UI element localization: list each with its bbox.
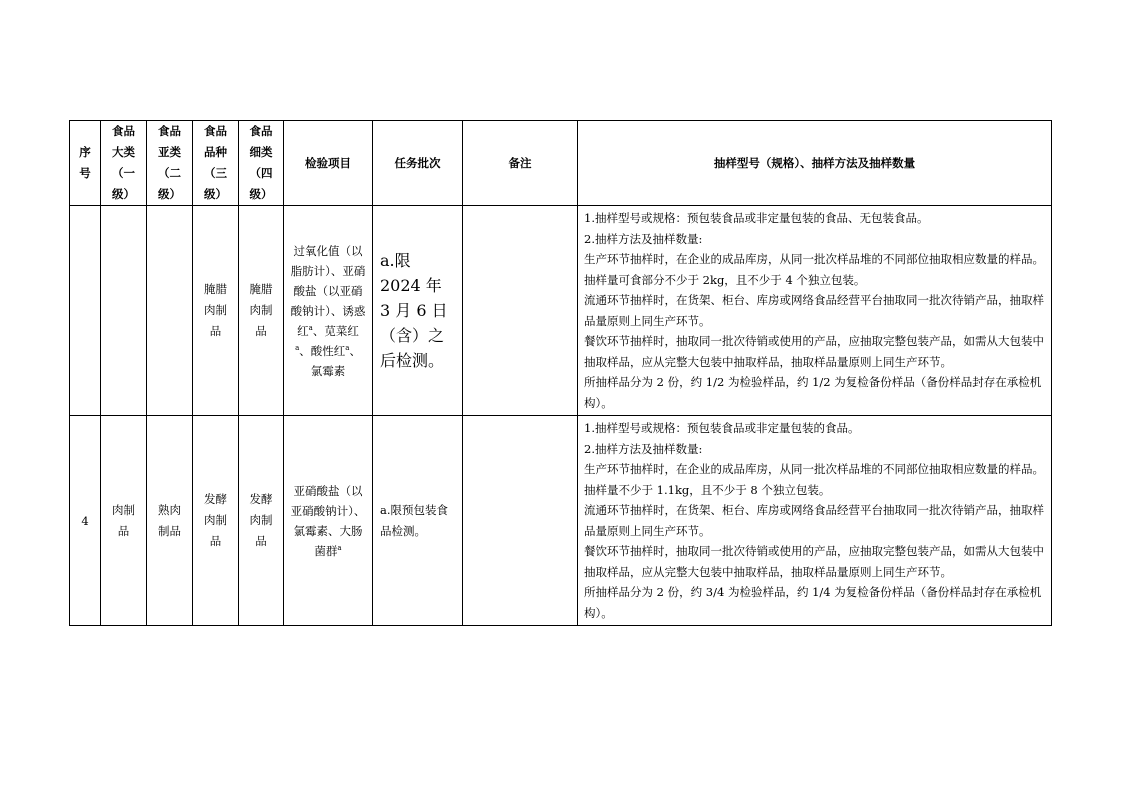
method-line: 所抽样品分为 2 份，约 3/4 为检验样品，约 1/4 为复检备份样品（备份样品封存在承检机构）。 bbox=[584, 585, 1042, 620]
cell-cat3: 发酵肉制品 bbox=[193, 416, 239, 626]
method-line: 1.抽样型号或规格：预包装食品或非定量包装的食品、无包装食品。 bbox=[584, 211, 929, 225]
method-line: 2.抽样方法及抽样数量: bbox=[584, 231, 703, 246]
cell-method bbox=[578, 416, 1052, 626]
header-cat2: 食品亚类（二级） bbox=[147, 121, 193, 206]
cell-method bbox=[578, 206, 1052, 416]
cell-cat1: 肉制品 bbox=[101, 416, 147, 626]
method-line: 1.抽样型号或规格：预包装食品或非定量包装的食品。 bbox=[584, 421, 860, 435]
method-line: 生产环节抽样时，在企业的成品库房，从同一批次样品堆的不同部位抽取相应数量的样品。抽样量可食部分不少于 2kg，且不少于 4 个独立包装。 bbox=[584, 252, 1044, 287]
cell-cat1 bbox=[101, 206, 147, 416]
cell-seq: 4 bbox=[70, 416, 101, 626]
cell-cat4: 腌腊肉制品 bbox=[239, 206, 284, 416]
cell-items: 过氧化值（以脂肪计）、亚硝酸盐（以亚硝酸钠计）、诱惑红$^a$、苋菜红$^a$、酸性红$^a$、氯霉素 bbox=[284, 206, 373, 416]
cell-cat2 bbox=[147, 206, 193, 416]
cell-items: 亚硝酸盐（以亚硝酸钠计）、氯霉素、大肠菌群$^a$ bbox=[284, 416, 373, 626]
sampling-table bbox=[69, 120, 1052, 626]
method-line: 流通环节抽样时，在货架、柜台、库房或网络食品经营平台抽取同一批次待销产品，抽取样品量原则上同生产环节。 bbox=[584, 293, 1044, 328]
header-seq: 序号 bbox=[70, 121, 101, 206]
cell-cat3: 腌腊肉制品 bbox=[193, 206, 239, 416]
header-batch: 任务批次 bbox=[373, 121, 463, 206]
header-cat1: 食品大类（一级） bbox=[101, 121, 147, 206]
method-line: 2.抽样方法及抽样数量: bbox=[584, 441, 703, 456]
cell-notes bbox=[463, 416, 578, 626]
header-items: 检验项目 bbox=[284, 121, 373, 206]
cell-notes bbox=[463, 206, 578, 416]
cell-batch: a.限预包装食品检测。 bbox=[373, 416, 463, 626]
method-line: 所抽样品分为 2 份，约 1/2 为检验样品，约 1/2 为复检备份样品（备份样品封存在承检机构）。 bbox=[584, 375, 1042, 410]
cell-cat4: 发酵肉制品 bbox=[239, 416, 284, 626]
cell-batch: a.限 2024 年 3 月 6 日（含）之后检测。 bbox=[373, 206, 463, 416]
header-cat4: 食品细类（四级） bbox=[239, 121, 284, 206]
header-notes: 备注 bbox=[463, 121, 578, 206]
method-line: 餐饮环节抽样时，抽取同一批次待销或使用的产品，应抽取完整包装产品，如需从大包装中抽取样品，应从完整大包装中抽取样品，抽取样品量原则上同生产环节。 bbox=[584, 544, 1044, 579]
method-line: 生产环节抽样时，在企业的成品库房，从同一批次样品堆的不同部位抽取相应数量的样品。抽样量不少于 1.1kg，且不少于 8 个独立包装。 bbox=[584, 462, 1044, 497]
header-method: 抽样型号（规格）、抽样方法及抽样数量 bbox=[578, 121, 1052, 206]
header-cat3: 食品品种（三级） bbox=[193, 121, 239, 206]
header-row bbox=[70, 121, 1052, 206]
method-line: 流通环节抽样时，在货架、柜台、库房或网络食品经营平台抽取同一批次待销产品，抽取样品量原则上同生产环节。 bbox=[584, 503, 1044, 538]
cell-seq bbox=[70, 206, 101, 416]
method-line: 餐饮环节抽样时，抽取同一批次待销或使用的产品，应抽取完整包装产品，如需从大包装中抽取样品，应从完整大包装中抽取样品，抽取样品量原则上同生产环节。 bbox=[584, 334, 1044, 369]
cell-cat2: 熟肉制品 bbox=[147, 416, 193, 626]
table-row bbox=[70, 416, 1052, 626]
table-row bbox=[70, 206, 1052, 416]
